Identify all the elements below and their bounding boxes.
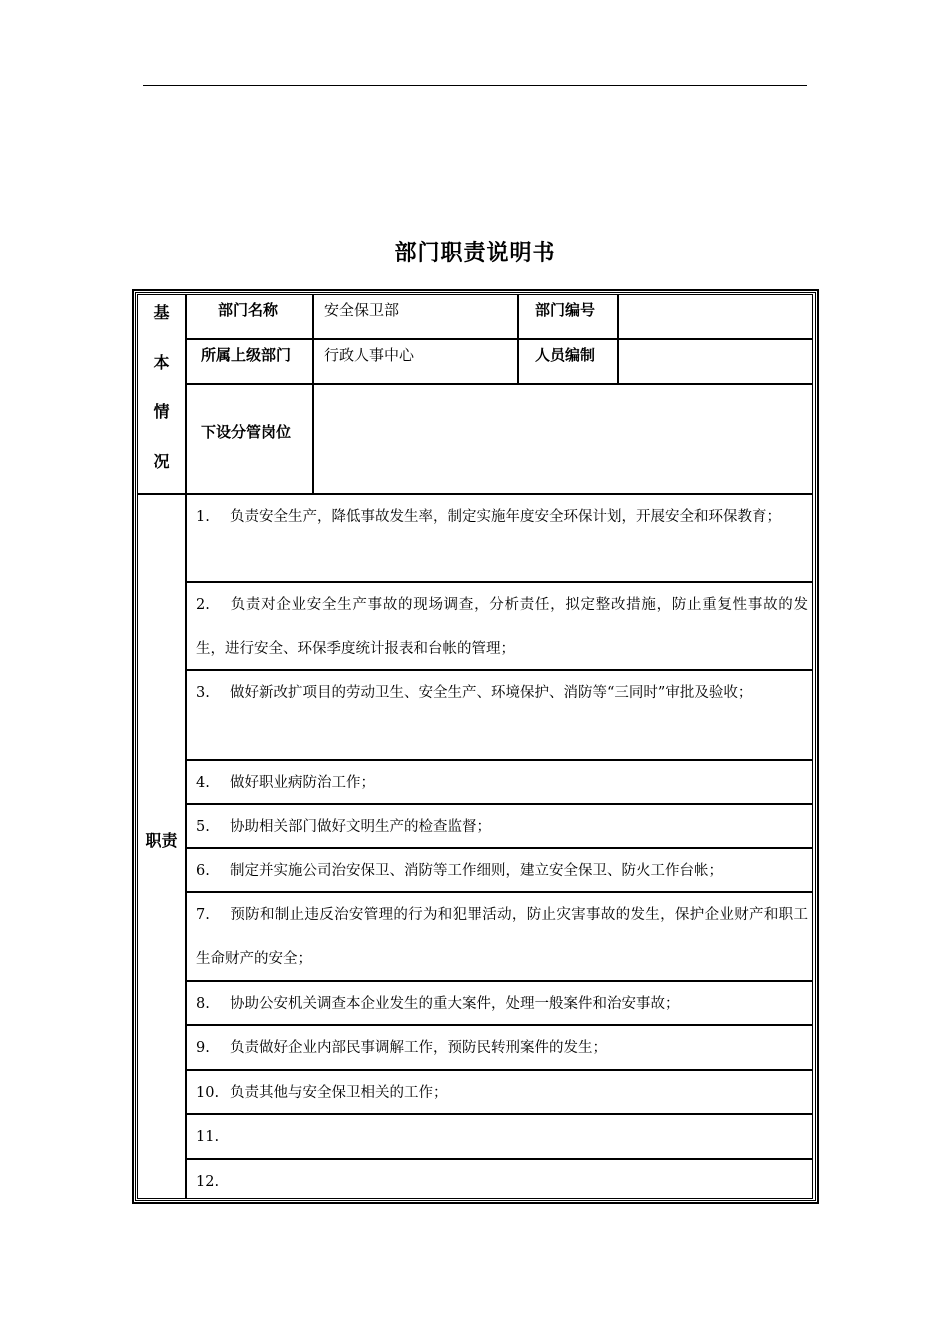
page-title: 部门职责说明书 [394, 241, 556, 266]
duty-num: 11. [196, 1129, 220, 1145]
duty-item-7 [186, 892, 813, 981]
staffing-value [618, 339, 813, 384]
duty-item-2 [186, 582, 813, 670]
duty-num: 8. [196, 996, 210, 1012]
duty-text: 负责安全生产，降低事故发生率，制定实施年度安全环保计划，开展安全和环保教育； [230, 509, 781, 525]
duty-num: 3. [196, 685, 210, 701]
basic-section-label-cell [137, 294, 186, 494]
duty-num: 2. [196, 597, 210, 613]
duty-text: 负责其他与安全保卫相关的工作； [230, 1085, 448, 1101]
duty-text: 制定并实施公司治安保卫、消防等工作细则，建立安全保卫、防火工作台帐； [230, 863, 723, 879]
duty-item-4 [186, 760, 813, 804]
duty-num: 7. [196, 907, 210, 923]
duties-section-label: 职责 [145, 831, 178, 850]
duty-item-8 [186, 981, 813, 1025]
duty-text: 协助相关部门做好文明生产的检查监督； [230, 819, 491, 835]
dept-code-label: 部门编号 [518, 294, 618, 339]
header-rule [143, 85, 807, 86]
duty-item-10 [186, 1070, 813, 1114]
dept-code-value [618, 294, 813, 339]
duty-num: 6. [196, 863, 210, 879]
duty-text: 负责对企业安全生产事故的现场调查，分析责任，拟定整改措施，防止重复性事故的发生，进行安全、环保季度统计报表和台帐的管理； [196, 597, 808, 657]
sub-posts-label: 下设分管岗位 [186, 384, 313, 494]
duty-text: 协助公安机关调查本企业发生的重大案件，处理一般案件和治安事故； [230, 996, 680, 1012]
duty-num: 5. [196, 819, 210, 835]
parent-dept-value: 行政人事中心 [313, 339, 518, 384]
basic-label-char-4: 况 [153, 452, 170, 471]
basic-label-char-1: 基 [153, 303, 170, 322]
duty-num: 4. [196, 775, 210, 791]
duty-item-6 [186, 848, 813, 892]
staffing-label: 人员编制 [518, 339, 618, 384]
duty-num: 10. [196, 1085, 220, 1101]
basic-label-char-3: 情 [153, 402, 170, 421]
duty-item-12 [186, 1159, 813, 1199]
duty-num: 1. [196, 509, 210, 525]
basic-label-char-2: 本 [153, 353, 170, 372]
duty-num: 12. [196, 1174, 220, 1190]
duty-text: 做好职业病防治工作； [230, 775, 375, 791]
duty-text: 预防和制止违反治安管理的行为和犯罪活动，防止灾害事故的发生，保护企业财产和职工生命财产的安全； [196, 907, 808, 967]
duty-item-5 [186, 804, 813, 848]
duties-section-label-cell [137, 494, 186, 1199]
duty-item-1 [186, 494, 813, 582]
duty-num: 9. [196, 1040, 210, 1056]
duty-text: 负责做好企业内部民事调解工作，预防民转刑案件的发生； [230, 1040, 607, 1056]
duty-item-11 [186, 1114, 813, 1159]
duty-item-3 [186, 670, 813, 760]
sub-posts-value [313, 384, 813, 494]
dept-name-value: 安全保卫部 [313, 294, 518, 339]
duty-text: 做好新改扩项目的劳动卫生、安全生产、环境保护、消防等“三同时”审批及验收； [230, 685, 753, 701]
duty-item-9 [186, 1025, 813, 1070]
parent-dept-label: 所属上级部门 [186, 339, 313, 384]
dept-name-label: 部门名称 [186, 294, 313, 339]
